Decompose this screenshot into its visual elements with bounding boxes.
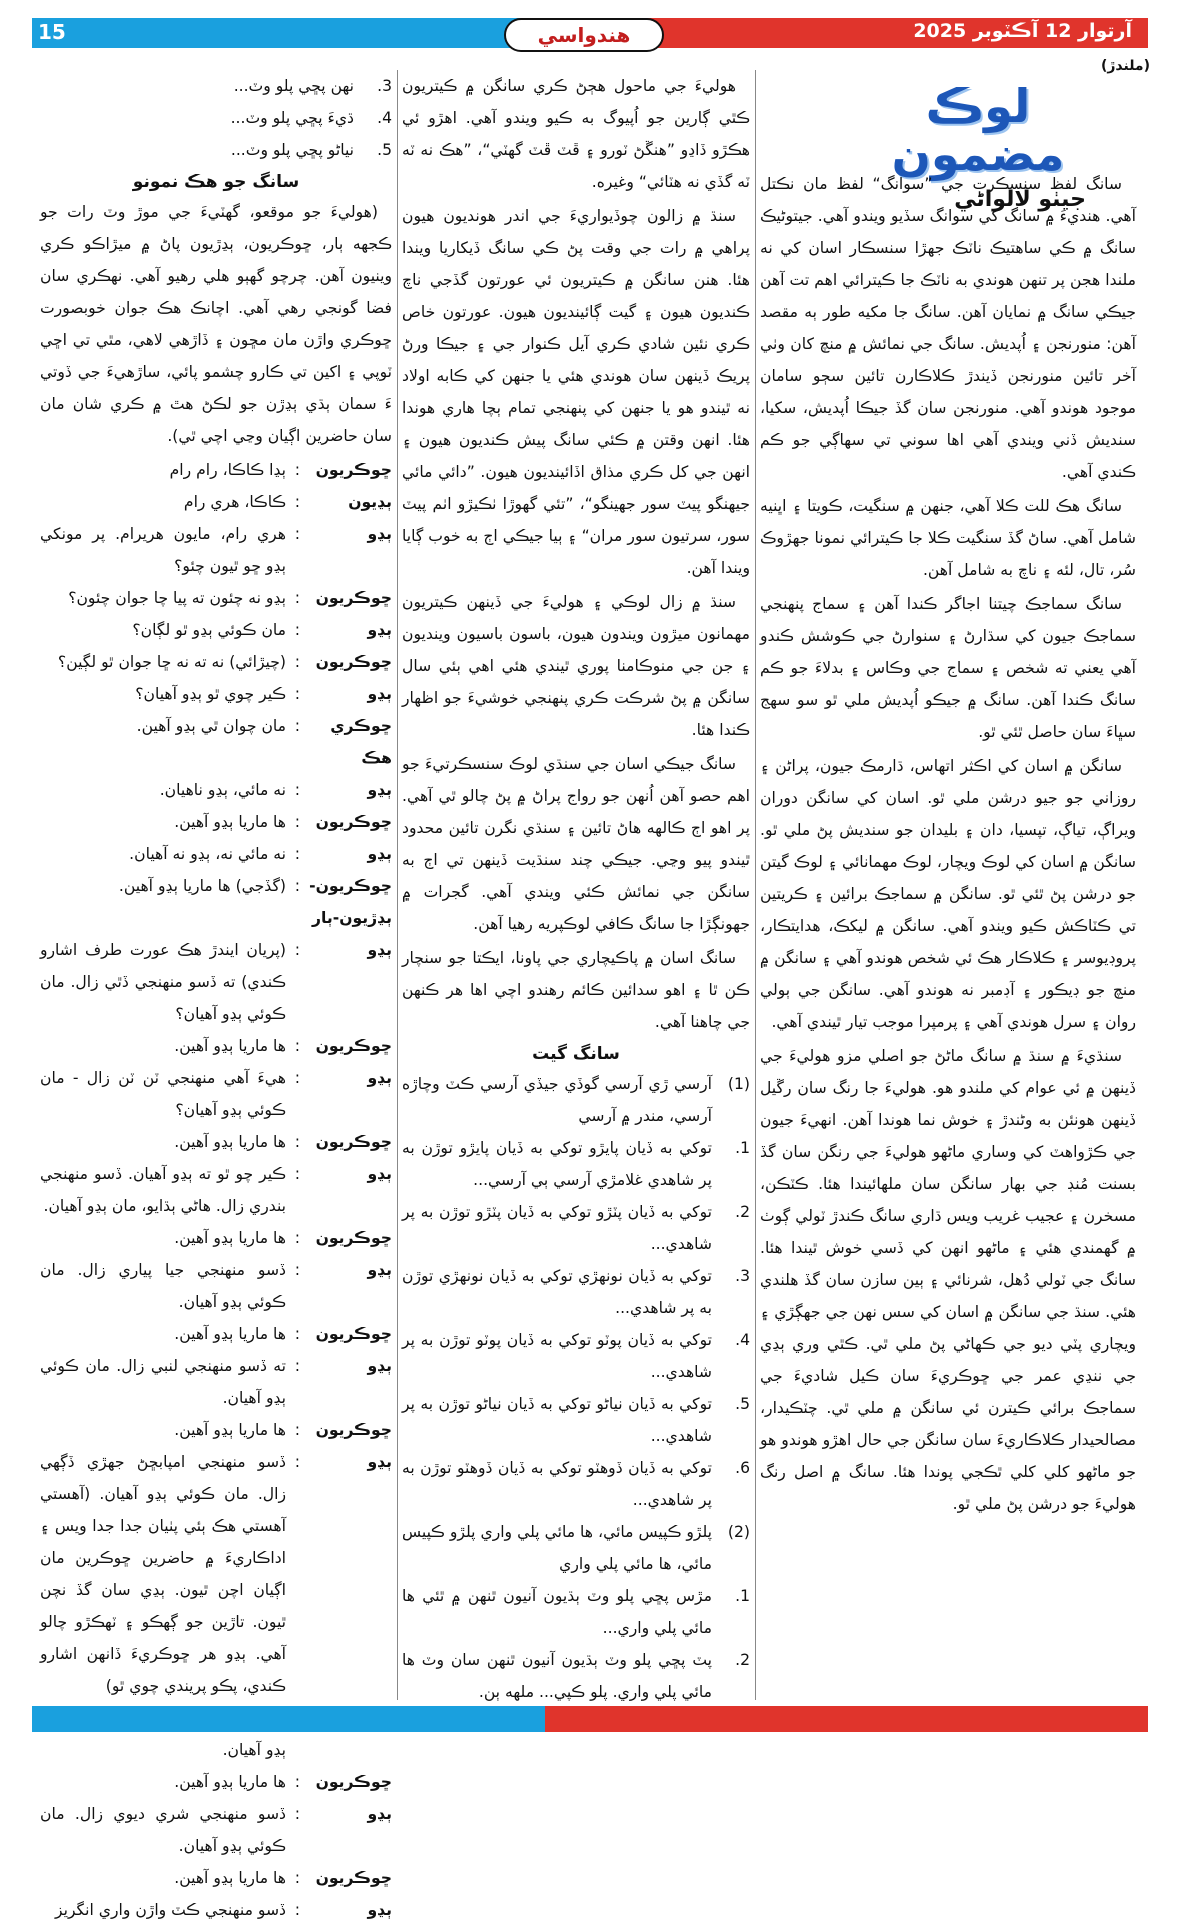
song-line-text: ڌيءَ پڇي پلو وٽ... bbox=[230, 109, 354, 127]
dialogue-text: ها ماريا ٻڍو آهين. bbox=[174, 1325, 286, 1343]
dialogue-text: ٻڍا ڪاڪا، رام رام bbox=[169, 461, 286, 479]
song-line bbox=[402, 1388, 750, 1452]
dialogue-line bbox=[40, 1798, 392, 1862]
song-line bbox=[40, 102, 392, 134]
song-number: (2) bbox=[727, 1523, 750, 1541]
song-line-text: توکي به ڏيان پوٽو توکي به ڏيان پوٽو توڙن به پر شاهدي... bbox=[402, 1331, 712, 1381]
song-line-text: نهن پڇي پلو وٽ... bbox=[233, 77, 354, 95]
dialogue-colon: : bbox=[294, 1133, 300, 1151]
dialogue-speaker: ٻڍيون bbox=[348, 493, 392, 511]
dialogue-line bbox=[40, 1222, 392, 1254]
dialogue-colon: : bbox=[294, 1805, 300, 1823]
dialogue-line bbox=[40, 1126, 392, 1158]
dialogue-colon: : bbox=[294, 1229, 300, 1247]
dialogue-text: ها ماريا ٻڍو آهين. bbox=[174, 1037, 286, 1055]
song-line-number: 1. bbox=[735, 1139, 750, 1157]
dialogue-speaker: ڇوڪريون bbox=[315, 1773, 392, 1791]
dialogue-speaker: ٻڍو bbox=[367, 1357, 392, 1375]
dialogue-speaker: ڇوڪريون bbox=[315, 813, 392, 831]
dialogue-colon: : bbox=[294, 1165, 300, 1183]
song-line bbox=[402, 1644, 750, 1708]
paragraph: سانگن ۾ اسان کي اڪثر اتهاس، ڌارمڪ جيون، پراڻن ۽ روزاني جو جيو درشن ملي ٿو. اسان کي سانگن دوران ويراڳ، تياڳ، تپسيا، دان ۽ بليدان جو سنديش پڻ ملي ٿو. سانگن ۾ اسان کي لوڪ ويچار، لوڪ مهمانائي ۽ لوڪ گيتن جو درشن پڻ ٿئي ٿو. سانگن ۾ سماجڪ برائين ۽ ڪريتين تي ڪٽاڪش ڪيو ويندو آهي. سانگن ۾ ليکڪ، هدايتڪار، پروڊيوسر ۽ ڪلاڪار هڪ ئي شخص هوندو آهي ۽ سانگن ۾ منچ جو ڊيڪور ۽ آڊمبر نه هوندو آهي. سانگن جي ٻولي روان ۽ سرل هوندي آهي ۽ پرمپرا موجب تيار ٿيندي آهي. bbox=[760, 757, 1136, 1031]
dialogue-speaker: ڇوڪريون bbox=[315, 1869, 392, 1887]
dialogue-line bbox=[40, 1862, 392, 1894]
song-line-number: 2. bbox=[735, 1203, 750, 1221]
dialogue-colon: : bbox=[294, 1453, 300, 1471]
dialogue-text: هيءَ آهي منهنجي ٽن ٽن زال - مان ڪوئي ٻڍو آهيان؟ bbox=[40, 1069, 286, 1119]
paragraph: سنڌ ۾ زال لوڪي ۽ هوليءَ جي ڏينهن ڪيتريون مهمانون ميڙون ويندون هيون، باسون باسيون وينديون ۽ جن جي منوڪامنا پوري ٿيندي هئي اهي ٻئي سال سانگن ۾ پڻ شرڪت ڪري پنهنجي خوشيءَ جو اظهار ڪندا هئا. bbox=[402, 593, 750, 739]
song-line-text: توکي به ڏيان پايڙو توکي به ڏيان پايڙو توڙن به پر شاهدي غلامڙي آرسي ٻي آرسي... bbox=[402, 1139, 712, 1189]
dialogue-speaker: ٻڍو bbox=[367, 1805, 392, 1823]
dialogue-line bbox=[40, 518, 392, 582]
column-right bbox=[760, 168, 1136, 1698]
dialogue-speaker: ڇوڪريون-ٻڍڙيون-ٻار bbox=[309, 877, 392, 927]
dialogue-line bbox=[40, 486, 392, 518]
song-intro-2 bbox=[402, 1516, 750, 1580]
dialogue-speaker: ڇوڪريون bbox=[315, 1133, 392, 1151]
dialogue-colon: : bbox=[294, 941, 300, 959]
column-left bbox=[40, 70, 392, 1919]
dialogue-text: ٻڍو نه چئون ته پيا چا جوان چئون؟ bbox=[68, 589, 286, 607]
dialogue-line bbox=[40, 1062, 392, 1126]
dialogue-text: ته ڏسو منهنجي لنبي زال. مان ڪوئي ٻڍو آهيان. bbox=[40, 1357, 286, 1407]
dialogue-line bbox=[40, 1158, 392, 1222]
dialogue-speaker: ٻڍو bbox=[367, 1901, 392, 1919]
dialogue-text: مان چوان ٿي ٻڍو آهين. bbox=[136, 717, 286, 735]
dialogue-text: (چيڙائي) نه ته نه ڇا جوان ٿو لڳين؟ bbox=[57, 653, 286, 671]
song-line-text: مڙس پڇي پلو وٽ ٻڌيون آنيون ٿنهن ۾ ٿئي ها مائي پلي واري... bbox=[402, 1587, 712, 1637]
dialogue-text: ڏسو منهنجي جيا پياري زال. مان ڪوئي ٻڍو آهيان. bbox=[40, 1261, 286, 1311]
dialogue-text: ڪير چوي ٿو ٻڍو آهيان؟ bbox=[135, 685, 286, 703]
dialogue-line bbox=[40, 1766, 392, 1798]
dialogue-text: (پريان ايندڙ هڪ عورت طرف اشارو ڪندي) ته ڏسو منهنجي ڏٿي زال. مان ڪوئي ٻڍو آهيان؟ bbox=[40, 941, 286, 1023]
dialogue-line bbox=[40, 934, 392, 1030]
dialogue-text: ٻڍو آهيان. bbox=[222, 1741, 286, 1759]
dialogue-text: ڏسو منهنجي شري ديوي زال. مان ڪوئي ٻڍو آهيان. bbox=[40, 1805, 286, 1855]
song-line bbox=[402, 1132, 750, 1196]
dialogue-speaker: ٻڍو bbox=[367, 1069, 392, 1087]
song-line bbox=[40, 70, 392, 102]
dialogue-colon: : bbox=[294, 1069, 300, 1087]
dialogue-colon: : bbox=[294, 1261, 300, 1279]
song-line-text: توکي به ڏيان پٽڙو توکي به ڏيان پٽڙو توڙن به پر شاهدي... bbox=[402, 1203, 712, 1253]
song-line-number: 5. bbox=[377, 141, 392, 159]
dialogue-speaker: ٻڍو bbox=[367, 1261, 392, 1279]
paragraph: سانگ اسان ۾ پاڪيچاري جي پاونا، ايڪتا جو سنچار ڪن ٿا ۽ اهو سدائين ڪائم رهندو اچي اها هر ڪنهن جي چاهنا آهي. bbox=[402, 949, 750, 1031]
dialogue-colon: : bbox=[294, 589, 300, 607]
dialogue-speaker: ٻڍو bbox=[367, 685, 392, 703]
dialogue-colon: : bbox=[294, 1037, 300, 1055]
article-byline: جيٺو لالواڻي bbox=[954, 186, 1086, 212]
dialogue-speaker: ڇوڪريون bbox=[315, 1325, 392, 1343]
song-line-number: 5. bbox=[735, 1395, 750, 1413]
dialogue-colon: : bbox=[294, 1869, 300, 1887]
dialogue-colon: : bbox=[294, 621, 300, 639]
dialogue-line bbox=[40, 870, 392, 934]
header-bar-blue bbox=[32, 18, 568, 48]
dialogue-line bbox=[40, 1254, 392, 1318]
newspaper-logo bbox=[504, 18, 664, 52]
column-divider-right bbox=[755, 70, 756, 1700]
paragraph: (هوليءَ جو موقعو، گهٽيءَ جي موڙ وٽ رات جو ڪجهه ٻار، ڇوڪريون، ٻڍڙيون پاڻ ۾ ميڙاڪو ڪري وينيون آهن. چرچو گهٻو هلي رهيو آهي. نهڪري سان فضا گونجي رهي آهي. اچانڪ هڪ جوان خوبصورت ڇوڪري واڙن مان مڇون ۽ ڏاڙهي لاهي، مٿي تي اڇي ٽوپي ۽ اکين تي ڪارو چشمو پائي، ساڙهيءَ جي ڏوتي ءَ سمان ٻڌي ٻڍڙن جو لڪڻ هٿ ۾ ڪري شان مان سان حاضرين اڳيان وڃي اچي ٿي). bbox=[40, 203, 392, 445]
column-divider-left bbox=[397, 70, 398, 1700]
dialogue-speaker: ڇوڪريون bbox=[315, 653, 392, 671]
dialogue-colon: : bbox=[294, 1421, 300, 1439]
dialogue-line bbox=[40, 582, 392, 614]
paragraph: سانگ لفظ سنسڪرت جي ”سوانگ“ لفظ مان نڪتل آهي. هنديءَ ۾ سانگ کي سوانگ سڏيو ويندو آهي. جيتوڻيڪ سانگ ۾ ڪي ساهتيڪ ناٽڪ جهڙا سنسڪار اسان کي نه ملندا هجن پر تنهن هوندي به ناٽڪ جا ڪيترائي اهم تت آهن جيڪي سانگ ۾ نمايان آهن. سانگ جا مکيه طور ٻه مقصد آهن: منورنجن ۽ اُپديش. سانگ جي نمائش ۾ منچ کان وٺي آخر تائين منورنجن ڏيندڙ ڪلاڪارن تائين سڄو سامان موجود هوندو آهي. منورنجن سان گڏ جيڪا اُپديش، سکيا، سنديش ڏني ويندي آهي اها سوني تي سهاڳي جو ڪم ڪندي آهي. bbox=[760, 175, 1136, 481]
dialogue-text: هري رام، مايون هريرام. پر مونکي ٻڍو ڇو ٿيون چئو؟ bbox=[40, 525, 286, 575]
column-middle bbox=[402, 70, 750, 1701]
dialogue-text: نه مائي نه، ٻڍو نه آهيان. bbox=[129, 845, 286, 863]
dialogue-speaker: ڇوڪريون bbox=[315, 1037, 392, 1055]
dialogue-speaker: ٻڍو bbox=[367, 1453, 392, 1471]
song-line-text: پٽ پڇي پلو وٽ ٻڌيون آنيون ٿنهن سان وٽ ها مائي پلي واري. پلو ڪپي... ملهه ٻن. bbox=[402, 1651, 712, 1701]
song-line-text: نياڻو پڇي پلو وٽ... bbox=[230, 141, 354, 159]
dialogue-colon: : bbox=[294, 1773, 300, 1791]
footer-bar bbox=[32, 1706, 1148, 1732]
paragraph: هوليءَ جي ماحول هڄڻ ڪري سانگن ۾ ڪيتريون ڪٿي ڳارين جو اُپيوگ به ڪيو ويندو آهي. اهڙو ئي هڪڙو ڏاڍو ”هنڱڻ ٽورو ۽ ڦٽ ڦٽ گهٽي“، ”هڪ نه ٽه ٽه گڏي نه هٽائي“ وغيره. bbox=[402, 77, 750, 191]
song-line bbox=[402, 1260, 750, 1324]
dialogue-speaker: ڇوڪريون bbox=[315, 461, 392, 479]
page-number: 15 bbox=[38, 20, 66, 44]
dialogue-text: ڪير چو ٿو ته ٻڍو آهيان. ڏسو منهنجي بندري زال. هاڻي ٻڌايو، مان ٻڍو آهيان. bbox=[40, 1165, 286, 1215]
dialogue-text: ها ماريا ٻڍو آهين. bbox=[174, 1869, 286, 1887]
sample-heading: سانگ جو هڪ نمونو bbox=[132, 172, 300, 192]
dialogue-colon: : bbox=[294, 525, 300, 543]
song-text: آرسي ڙي آرسي گوڏي جيڏي آرسي ڪٽ وچاڙه آرسي، مندر ۾ آرسي bbox=[402, 1075, 712, 1125]
dialogue-speaker: ڇوڪريون bbox=[315, 1421, 392, 1439]
dialogue-text: نه مائي، ٻڍو ناهيان. bbox=[159, 781, 286, 799]
dialogue-speaker: ٻڍو bbox=[367, 1165, 392, 1183]
dialogue-text: ها ماريا ٻڍو آهين. bbox=[174, 813, 286, 831]
song-line-number: 2. bbox=[735, 1651, 750, 1669]
dialogue-text: ڪاڪا، هري رام bbox=[183, 493, 286, 511]
dialogue-line bbox=[40, 1350, 392, 1414]
song-line bbox=[402, 1196, 750, 1260]
paragraph: سانگ جيڪي اسان جي سنڌي لوڪ سنسڪرتيءَ جو اهم حصو آهن اُنهن جو رواج پراڻ ۾ پڻ چالو ٿي آهي. پر اهو اڄ ڪالهه هاڻ تائين ۽ سنڌي نگرن تائين محدود ٿيندو پيو وڃي. جيڪي چند سنڌيت ڏينهن تي اڄ به سانگن جي نمائش ڪئي ويندي آهي. گجرات ۾ جهونڳڙا جا سانگ ڪافي لوڪپريه رهيا آهن. bbox=[402, 755, 750, 933]
dialogue-speaker: ڇوڪريون bbox=[315, 589, 392, 607]
dialogue-colon: : bbox=[294, 493, 300, 511]
dialogue-line bbox=[40, 1030, 392, 1062]
dialogue-colon: : bbox=[294, 685, 300, 703]
song-line bbox=[40, 134, 392, 166]
dialogue-line bbox=[40, 1414, 392, 1446]
dialogue-speaker: ڇوڪري هڪ bbox=[330, 717, 392, 767]
song-intro bbox=[402, 1068, 750, 1132]
paragraph: سنڌيءَ ۾ سنڌ ۾ سانگ ماڻڻ جو اصلي مزو هوليءَ جي ڏينهن ۾ ئي عوام کي ملندو هو. هوليءَ جا رنگ سان رڱيل ڏينهن هونئن به وڻندڙ ۽ خوش نما هوندا آهن. انهيءَ جيون جي ڪڙواهٽ کي وساري ماڻهو هوليءَ جي رنگن سان گڏ بسنت مُنڊ جي بهار سانگن سان ملهائيندا هئا. ڪٽڪن، مسخرن ۽ عجيب غريب ويس ڌاري سانگ ڪندڙ ٽولي ڳوٺ ۾ گهمندي هئي ۽ ماڻهو انهن کي ڏسي خوش ٿيندا هئا. سانگ جي ٽولي دُهل، شرنائي ۽ ٻين سازن سان گڏ هلندي هئي. سنڌ جي سانگن ۾ اسان کي سس نهن جي جهڳڙي ۽ ويچاري پٽي ديو جي ڪهاڻي پڻ ملي ٿي. ڪٿي وري ٻڍي جي ننڍي عمر جي ڇوڪريءَ سان ڪيل شاديءَ جي سماجڪ برائي ڪيترن ئي سانگن ۾ ملي ٿي. چٽڪيدار، مصالحيدار ڪلاڪاريءَ سان سانگن جي حال اهڙو هوندو هو جو ماڻهو کلي کلي ٿڪجي پوندا هئا. سانگ ۾ اصل رنگ هوليءَ جو درشن پڻ ملي ٿو. bbox=[760, 1047, 1136, 1513]
dialogue-speaker: ٻڍو bbox=[367, 941, 392, 959]
dialogue-colon: : bbox=[294, 717, 300, 735]
dialogue-colon: : bbox=[294, 1357, 300, 1375]
dialogue-line bbox=[40, 646, 392, 678]
dialogue-text: ها ماريا ٻڍو آهين. bbox=[174, 1133, 286, 1151]
logo-text: هندواسي bbox=[537, 23, 631, 47]
song-line bbox=[402, 1580, 750, 1644]
dialogue-line bbox=[40, 1318, 392, 1350]
song-line bbox=[402, 1452, 750, 1516]
paragraph: سنڌ ۾ زالون چوڏيواريءَ جي اندر هونديون هيون پراهي ۾ رات جي وقت پڻ ڪي سانگ ڏيکاريا ويندا هئا. هنن سانگن ۾ ڪيتريون ئي عورتون گڏجي ناچ ڪنديون هيون ۽ گيت ڳائينديون هيون. عورتون خاص ڪري نئين شادي ڪري آيل ڪنوار جي ۽ جيڪا ورڻ پريڪ ڏينهن سان هوندي هئي يا جنهن کي ڪابه اولاد نه ٿيندو هو يا جنهن کي پنهنجي تمام ٻچا هاري هوندا هئا. انهن وقتن ۾ ڪئي سانگ پيش ڪنديون هيون ۽ انهن جي کل ڪري مذاق اڏائينديون هيون. ”دائي مائي جيهنگو پيٽ سور جهينگو“، ”تئي گهوڙا ٺڪيڙو اٺم پيٽ سور، سرتيون سور مران“ ۽ ٻيا جيڪي اڄ به خوب ڳايا ويندا آهن. bbox=[402, 207, 750, 577]
song-line bbox=[402, 1324, 750, 1388]
song-line-number: 4. bbox=[377, 109, 392, 127]
song-line-number: 4. bbox=[735, 1331, 750, 1349]
song-line-text: توکي به ڏيان نياڻو توکي به ڏيان نياڻو توڙن به پر شاهدي... bbox=[402, 1395, 712, 1445]
dialogue-line bbox=[40, 806, 392, 838]
dialogue-speaker: ٻڍو bbox=[367, 525, 392, 543]
dialogue-colon: : bbox=[294, 653, 300, 671]
song-line-text: توکي به ڏيان نونهڙي توکي به ڏيان نونهڙي توڙن به پر شاهدي... bbox=[402, 1267, 712, 1317]
song-line-number: 1. bbox=[735, 1587, 750, 1605]
footer-bar-blue bbox=[32, 1706, 545, 1732]
dialogue-colon: : bbox=[294, 1901, 300, 1919]
dialogue-text: ها ماريا ٻڍو آهين. bbox=[174, 1229, 286, 1247]
dialogue-line bbox=[40, 774, 392, 806]
dialogue-text: ڏسو منهنجي ڪٽ واڙن واري انگريز bbox=[55, 1901, 286, 1919]
dialogue-line bbox=[40, 454, 392, 486]
dialogue-line bbox=[40, 710, 392, 774]
dialogue-colon: : bbox=[294, 813, 300, 831]
dialogue-line bbox=[40, 838, 392, 870]
dialogue-colon: : bbox=[294, 845, 300, 863]
article-title: لوڪ مضمون bbox=[891, 79, 1065, 182]
footer-bar-red bbox=[545, 1706, 1148, 1732]
dialogue-text: (گڏجي) ها ماريا ٻڍو آهين. bbox=[118, 877, 286, 895]
song-heading: سانگ گيت bbox=[532, 1044, 620, 1064]
dialogue-line bbox=[40, 678, 392, 710]
dialogue-text: ها ماريا ٻڍو آهين. bbox=[174, 1421, 286, 1439]
dialogue-text: ها ماريا ٻڍو آهين. bbox=[174, 1773, 286, 1791]
dialogue-colon: : bbox=[294, 877, 300, 895]
song-line-text: توکي به ڏيان ڏوهٽو توکي به ڏيان ڏوهٽو توڙن به پر شاهدي... bbox=[402, 1459, 712, 1509]
paragraph: سانگ سماجڪ چيتنا اجاگر ڪندا آهن ۽ سماج پنهنجي سماجڪ جيون کي سڌارڻ ۽ سنوارڻ جي ڪوشش ڪندو آهي يعني ته شخص ۽ سماج جي وڪاس ۽ بدلاءَ جو ڪم سانگ ڪندا آهن. سانگ ۾ جيڪو اُپديش ملي ٿو سو سهج سڀاءَ سان حاصل ٿئي ٿو. bbox=[760, 595, 1136, 741]
song-number: (1) bbox=[727, 1075, 750, 1093]
dialogue-colon: : bbox=[294, 781, 300, 799]
dialogue-speaker: ڇوڪريون bbox=[315, 1229, 392, 1247]
dialogue-line bbox=[40, 1894, 392, 1926]
dialogue-speaker: ٻڍو bbox=[367, 845, 392, 863]
dialogue-colon: : bbox=[294, 461, 300, 479]
section-tag: (ملندڙ) bbox=[1100, 58, 1150, 74]
date-line: آرتوار 12 آڪٽوبر 2025 bbox=[913, 20, 1132, 42]
song-line-number: 3. bbox=[735, 1267, 750, 1285]
dialogue-speaker: ٻڍو bbox=[367, 621, 392, 639]
dialogue-text: ڏسو منهنجي امپابڇڻ جهڙي ڏڳهي زال. مان ڪوئي ٻڍو آهيان. (آهستي آهستي هڪ ٻئي پٺيان جدا جدا ويس ۽ اداڪاريءَ ۾ حاضرين ڇوڪرين مان اڳيان اچن ٿيون. ٻڍي سان گڏ نچن ٿيون. تاڙين جو ڳهڪو ۽ ٽهڪڙو چالو آهي. ٻڍو هر ڇوڪريءَ ڏانهن اشارو ڪندي، پڪو پريندي چوي ٿو) bbox=[40, 1453, 286, 1695]
dialogue-colon: : bbox=[294, 1325, 300, 1343]
song-line-number: 3. bbox=[377, 77, 392, 95]
dialogue-line bbox=[40, 1446, 392, 1702]
paragraph: سانگ هڪ للت ڪلا آهي، جنهن ۾ سنگيت، ڪويتا ۽ اڀنيه شامل آهي. ساڻ گڏ سنگيت ڪلا جا ڪيترائي نمونا جهڙوڪ سُر، تال، لئه ۽ ناچ به شامل آهن. bbox=[760, 497, 1136, 579]
dialogue-text: مان ڪوئي ٻڍو ٿو لڳان؟ bbox=[132, 621, 286, 639]
song-line-number: 6. bbox=[735, 1459, 750, 1477]
dialogue-line bbox=[40, 614, 392, 646]
dialogue-speaker: ٻڍو bbox=[367, 781, 392, 799]
song-text: پلڙو ڪپيس مائي، ها مائي پلي واري پلڙو ڪپيس مائي، ها مائي پلي واري bbox=[402, 1523, 712, 1573]
